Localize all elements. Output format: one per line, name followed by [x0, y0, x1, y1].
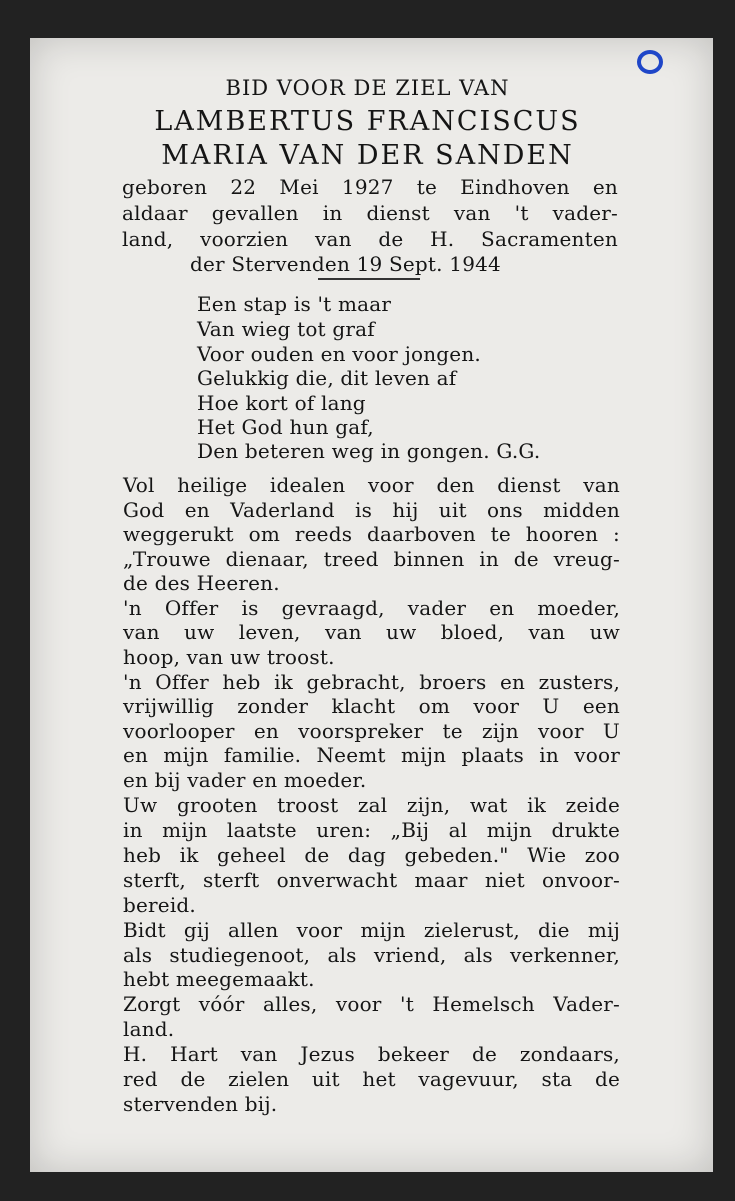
intro-line: der Stervenden 19 Sept. 1944 — [190, 252, 501, 276]
poem-line: Het God hun gaf, — [197, 415, 374, 439]
body-line: 'n Offer heb ik gebracht, broers en zusters, — [123, 670, 620, 694]
poem-line: Van wieg tot graf — [197, 317, 375, 341]
body-line: de des Heeren. — [123, 571, 280, 595]
body-line: en bij vader en moeder. — [123, 768, 367, 792]
body-line: Zorgt vóór alles, voor 't Hemelsch Vader- — [123, 992, 620, 1016]
body-line: in mijn laatste uren: „Bij al mijn drukte — [123, 818, 620, 842]
poem-line: Gelukkig die, dit leven af — [197, 366, 457, 390]
poem-line: Voor ouden en voor jongen. — [197, 342, 481, 366]
body-line: vrijwillig zonder klacht om voor U een — [123, 694, 620, 718]
name-line-1: LAMBERTUS FRANCISCUS — [154, 106, 581, 137]
body-line: Vol heilige idealen voor den dienst van — [123, 473, 620, 497]
divider — [318, 278, 420, 280]
body-line: H. Hart van Jezus bekeer de zondaars, — [123, 1042, 620, 1066]
body-line: „Trouwe dienaar, treed binnen in de vreug- — [123, 547, 620, 571]
poem-line: Den beteren weg in gongen. G.G. — [197, 439, 541, 463]
header-prayer: BID VOOR DE ZIEL VAN — [225, 76, 510, 100]
body-line: bereid. — [123, 893, 196, 917]
body-line: land. — [123, 1017, 175, 1041]
intro-line: land, voorzien van de H. Sacramenten — [122, 227, 618, 251]
body-line: stervenden bij. — [123, 1092, 278, 1116]
body-line: 'n Offer is gevraagd, vader en moeder, — [123, 596, 620, 620]
body-line: als studiegenoot, als vriend, als verkenner, — [123, 943, 620, 967]
name-line-2: MARIA VAN DER SANDEN — [161, 140, 574, 171]
body-line: hoop, van uw troost. — [123, 645, 335, 669]
blue-circle-stamp-icon — [637, 50, 663, 74]
body-line: en mijn familie. Neemt mijn plaats in voor — [123, 743, 620, 767]
intro-line: aldaar gevallen in dienst van 't vader- — [122, 201, 618, 225]
body-line: God en Vaderland is hij uit ons midden — [123, 498, 620, 522]
body-line: Bidt gij allen voor mijn zielerust, die mij — [123, 918, 620, 942]
body-line: hebt meegemaakt. — [123, 967, 315, 991]
poem-line: Hoe kort of lang — [197, 391, 366, 415]
body-line: weggerukt om reeds daarboven te hooren : — [123, 522, 620, 546]
poem-line: Een stap is 't maar — [197, 292, 392, 316]
body-line: voorlooper en voorspreker te zijn voor U — [123, 719, 620, 743]
body-line: Uw grooten troost zal zijn, wat ik zeide — [123, 793, 620, 817]
body-line: heb ik geheel de dag gebeden." Wie zoo — [123, 843, 620, 867]
body-line: sterft, sterft onverwacht maar niet onvoor- — [123, 868, 620, 892]
body-line: red de zielen uit het vagevuur, sta de — [123, 1067, 620, 1091]
body-line: van uw leven, van uw bloed, van uw — [123, 620, 620, 644]
intro-line: geboren 22 Mei 1927 te Eindhoven en — [122, 175, 618, 199]
